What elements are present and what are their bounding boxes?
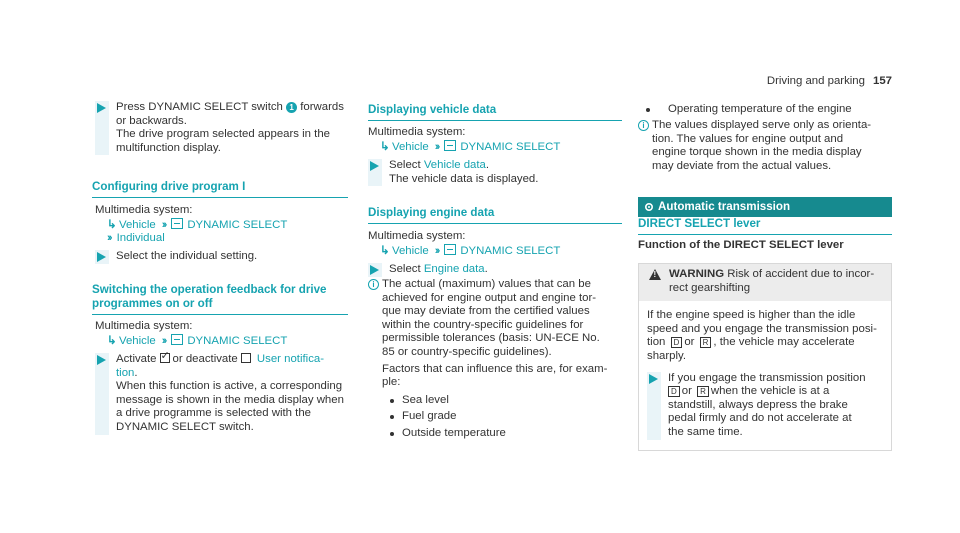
menu-dynamic-select[interactable]: DYNAMIC SELECT <box>187 334 288 347</box>
step-press-switch: Press DYNAMIC SELECT switch 1 forwards or backwards. The drive program selected appears in the multifunction display. <box>95 101 351 155</box>
heading-function-lever: Function of the DIRECT SELECT lever <box>638 239 844 251</box>
heading-engine-data: Displaying engine data <box>368 206 622 224</box>
menu-vehicle[interactable]: Vehicle <box>119 334 156 347</box>
warning-triangle-icon <box>649 269 661 280</box>
gear-r-icon: R <box>697 386 709 397</box>
menu-vehicle[interactable]: Vehicle <box>392 244 429 257</box>
step-select-engine-data: Select Engine data. <box>368 263 622 277</box>
step-arrow-icon <box>97 355 106 365</box>
menu-dynamic-select[interactable]: DYNAMIC SELECT <box>460 244 561 257</box>
gear-d-icon: D <box>671 337 683 348</box>
step-user-notification: Activate✓ or deactivate User notifica- tion. When this function is active, a corresponding message is shown in the media display when a drive programme is selected with the DYNAMIC SELECT switch. <box>95 353 351 435</box>
double-chevron-icon: ›› <box>161 218 166 231</box>
menu-dynamic-select[interactable]: DYNAMIC SELECT <box>187 218 288 231</box>
info-note-icon: i <box>368 279 379 290</box>
menu-dynamic-select[interactable]: DYNAMIC SELECT <box>460 140 561 153</box>
step-arrow-icon <box>370 161 379 171</box>
menu-vehicle[interactable]: Vehicle <box>392 140 429 153</box>
dynamic-select-icon <box>171 334 183 345</box>
return-arrow-icon: ↳ <box>107 334 117 347</box>
double-chevron-icon: ›› <box>107 232 111 245</box>
note-displayed-values: i The values displayed serve only as orienta- tion. The values for engine output and engine torque shown in the media display may deviate from the actual values. <box>638 119 892 173</box>
menu-individual[interactable]: Individual <box>116 232 165 245</box>
warning-box <box>638 263 892 451</box>
link-user-notification[interactable]: User notifica- <box>256 353 325 365</box>
heading-direct-select-lever: DIRECT SELECT lever <box>638 217 892 235</box>
step-select-vehicle-data: Select Vehicle data. The vehicle data is displayed. <box>368 159 622 186</box>
link-vehicle-data[interactable]: Vehicle data <box>423 159 486 171</box>
list-item: Outside temperature <box>382 427 622 441</box>
checkbox-checked-icon <box>160 353 170 363</box>
list-item: Sea level <box>382 394 622 408</box>
section-band-automatic-transmission: Automatic transmission <box>638 197 892 217</box>
heading-operation-feedback: Switching the operation feedback for drive programmes on or off <box>92 283 348 315</box>
callout-1-icon: 1 <box>286 102 297 113</box>
section-title: Driving and parking <box>766 75 865 87</box>
link-engine-data[interactable]: Engine data <box>423 263 485 275</box>
step-select-setting: Select the individual setting. <box>95 250 351 264</box>
page-number: 157 <box>872 75 892 87</box>
gear-d-icon: D <box>668 386 680 397</box>
multimedia-path-engine-data: Multimedia system: ↳ Vehicle ›› DYNAMIC SELECT <box>368 230 561 257</box>
return-arrow-icon: ↳ <box>380 244 390 257</box>
dynamic-select-icon <box>171 218 183 229</box>
gear-r-icon: R <box>700 337 712 348</box>
multimedia-path-feedback: Multimedia system: ↳ Vehicle ›› DYNAMIC SELECT <box>95 320 288 347</box>
list-item: Fuel grade <box>382 410 622 424</box>
return-arrow-icon: ↳ <box>380 140 390 153</box>
heading-configuring-drive-program: Configuring drive program I <box>92 180 348 198</box>
step-arrow-icon <box>649 374 658 384</box>
return-arrow-icon: ↳ <box>107 218 117 231</box>
warning-header: ! WARNING Risk of accident due to incor- rect gearshifting <box>639 264 891 301</box>
double-chevron-icon: ›› <box>161 334 166 347</box>
dynamic-select-icon <box>444 140 456 151</box>
multimedia-path-vehicle-data: Multimedia system: ↳ Vehicle ›› DYNAMIC SELECT <box>368 126 561 153</box>
double-chevron-icon: ›› <box>434 244 439 257</box>
dynamic-select-icon <box>444 244 456 255</box>
step-arrow-icon <box>97 252 106 262</box>
gear-icon <box>644 202 654 212</box>
step-arrow-icon <box>370 265 379 275</box>
info-note-icon: i <box>638 120 649 131</box>
multimedia-path-individual: Multimedia system: ↳ Vehicle ›› DYNAMIC SELECT ›› Individual <box>95 204 288 245</box>
warning-body: If the engine speed is higher than the idle speed and you engage the transmission posi- tion D or R , the vehicle may accelerate sharply. If you engage the transmission position D or R when the vehicle is at a standstill, always depress the brake pedal firmly and do not accelerate at the same time. <box>639 301 891 449</box>
checkbox-unchecked-icon <box>241 353 251 363</box>
step-arrow-icon <box>97 103 106 113</box>
step-brake-pedal: If you engage the transmission position D or R when the vehicle is at a standstill, always depress the brake pedal firmly and do not accelerate at the same time. <box>647 372 883 440</box>
menu-vehicle[interactable]: Vehicle <box>119 218 156 231</box>
link-user-notification-cont[interactable]: tion <box>116 366 135 379</box>
page-header <box>767 75 892 89</box>
double-chevron-icon: ›› <box>434 140 439 153</box>
list-item: Operating temperature of the engine <box>638 103 892 117</box>
note-engine-values: i The actual (maximum) values that can be achieved for engine output and engine tor- que may deviate from the certified values within the country-specific guidelines for permissible tolerances (basis: UN-ECE No. 85 or country-specific guidelines). Factors that can influence this are, for exam- ple: Sea level Fuel grade Outside temperature <box>368 278 622 441</box>
heading-vehicle-data: Displaying vehicle data <box>368 103 622 121</box>
